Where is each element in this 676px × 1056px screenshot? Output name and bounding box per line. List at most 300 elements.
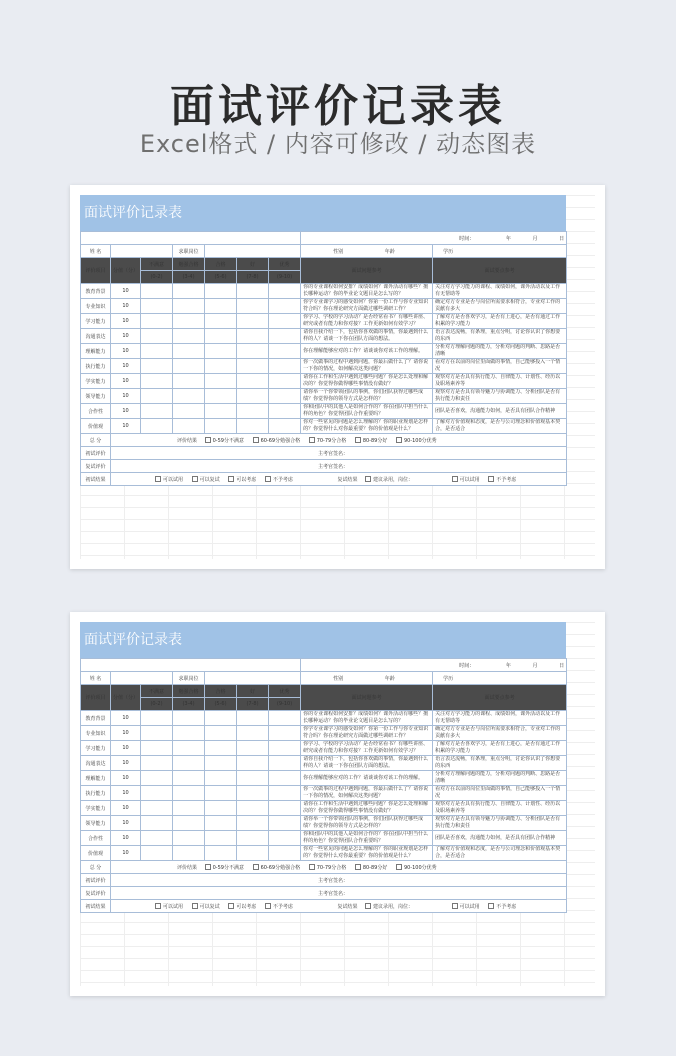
criteria-row xyxy=(81,299,567,314)
rating-cell[interactable] xyxy=(141,726,173,741)
rating-cell[interactable] xyxy=(237,329,269,344)
score-value: 10 xyxy=(111,756,141,771)
focus-text: 团队是否喜欢，沟通能力如何，是否具有团队合作精神 xyxy=(433,404,567,419)
item-label: 理解能力 xyxy=(81,771,111,786)
focus-text: 分析对方理解问题的能力，分析对问题的判断、思路是否清晰 xyxy=(433,344,567,359)
eval-option[interactable]: 60-69分勉强合格 xyxy=(253,865,301,871)
score-value: 10 xyxy=(111,284,141,299)
final-option[interactable]: 不予考虑 xyxy=(488,904,516,910)
age-label: 年龄 xyxy=(384,675,395,682)
month-label: 月 xyxy=(532,235,538,242)
checkbox-icon xyxy=(228,903,234,909)
checkbox-icon xyxy=(309,437,315,443)
question-text: 你在理解能够应对的工作？请谈谈你对该工作的理解。 xyxy=(301,344,433,359)
focus-header: 面试要点参考 xyxy=(433,258,567,284)
score-value: 10 xyxy=(111,771,141,786)
checkbox-icon xyxy=(488,903,494,909)
total-row xyxy=(81,861,567,874)
form-title: 面试评价记录表 xyxy=(80,195,566,231)
rating-cell[interactable] xyxy=(269,756,301,771)
focus-text: 了解对方价值观和态度，是否与公司理念和价值观基本契合，是否适合 xyxy=(433,846,567,861)
checkbox-icon xyxy=(205,437,211,443)
score-value: 10 xyxy=(111,801,141,816)
rating-cell[interactable] xyxy=(237,359,269,374)
rating-cell[interactable] xyxy=(173,389,205,404)
rating-cell[interactable] xyxy=(237,846,269,861)
checkbox-icon xyxy=(355,864,361,870)
question-text: 你对一些常见的问题是怎么理解的？你的职业规划是怎样的？你觉得什么对你最重要？你的价值观是什么？ xyxy=(301,846,433,861)
criteria-row xyxy=(81,741,567,756)
criteria-rows xyxy=(81,284,567,434)
rating-cell[interactable] xyxy=(269,771,301,786)
rating-cell[interactable] xyxy=(173,801,205,816)
eval-option[interactable]: 60-69分勉强合格 xyxy=(253,438,301,444)
rating-cell[interactable] xyxy=(173,344,205,359)
question-header: 面试问题参考 xyxy=(301,258,433,284)
item-label: 执行能力 xyxy=(81,786,111,801)
criteria-row xyxy=(81,389,567,404)
rating-cell[interactable] xyxy=(237,816,269,831)
focus-text: 观察对方是否具有执行能力、自律能力、计划性、经历以及职场素养等 xyxy=(433,374,567,389)
level-header: 优秀 xyxy=(269,258,301,271)
rating-cell[interactable] xyxy=(141,374,173,389)
checkbox-icon xyxy=(253,864,259,870)
first-eval-row xyxy=(81,874,567,887)
rating-cell[interactable] xyxy=(269,816,301,831)
item-header: 评价项目 xyxy=(81,685,111,711)
question-text: 你在理解能够应对的工作？请谈谈你对该工作的理解。 xyxy=(301,771,433,786)
rating-cell[interactable] xyxy=(205,816,237,831)
rating-cell[interactable] xyxy=(205,284,237,299)
eval-option[interactable]: 0-59分不满意 xyxy=(205,438,244,444)
rating-cell[interactable] xyxy=(173,771,205,786)
item-label: 合作性 xyxy=(81,831,111,846)
rating-cell[interactable] xyxy=(141,419,173,434)
rating-cell[interactable] xyxy=(141,741,173,756)
score-value: 10 xyxy=(111,299,141,314)
candidate-info-row xyxy=(81,245,567,258)
rating-cell[interactable] xyxy=(205,404,237,419)
rating-cell[interactable] xyxy=(205,711,237,726)
focus-text: 确定对方专业是否与岗位所需要求相符合，专业对工作的贡献有多大 xyxy=(433,726,567,741)
question-text: 你的专业课程如何安排？成绩如何？课外活动有哪些？擅长哪种运动？你的毕业论文题目是怎么写的？ xyxy=(301,711,433,726)
rating-cell[interactable] xyxy=(237,741,269,756)
checkbox-icon xyxy=(452,903,458,909)
level-range: (5-6) xyxy=(205,271,237,284)
level-header: 合格 xyxy=(205,685,237,698)
rating-cell[interactable] xyxy=(205,846,237,861)
rating-cell[interactable] xyxy=(141,846,173,861)
age-label: 年龄 xyxy=(384,248,395,255)
name-field[interactable] xyxy=(111,245,173,258)
focus-text: 语言表达流畅，有条理，重点分明，讨论你认识了你想要的东西 xyxy=(433,329,567,344)
time-label: 时间： xyxy=(459,235,475,242)
rating-cell[interactable] xyxy=(269,846,301,861)
item-label: 合作性 xyxy=(81,404,111,419)
rating-cell[interactable] xyxy=(237,756,269,771)
rating-cell[interactable] xyxy=(237,419,269,434)
focus-text: 语言表达流畅，有条理，重点分明，讨论你认识了你想要的东西 xyxy=(433,756,567,771)
rating-cell[interactable] xyxy=(173,711,205,726)
header-row xyxy=(81,685,567,698)
name-field[interactable] xyxy=(111,672,173,685)
question-header: 面试问题参考 xyxy=(301,685,433,711)
rating-cell[interactable] xyxy=(205,374,237,389)
rating-cell[interactable] xyxy=(205,329,237,344)
checkbox-icon xyxy=(265,903,271,909)
rating-cell[interactable] xyxy=(173,359,205,374)
question-text: 你学习、学校的学习活动？是否经常看书？有哪些讲座、研究或者有能力和你对接？工作更新如何有效学习？ xyxy=(301,741,433,756)
rating-cell[interactable] xyxy=(205,741,237,756)
suggest-option[interactable]: 建议录用，岗位： xyxy=(365,477,413,483)
rating-cell[interactable] xyxy=(237,831,269,846)
rating-cell[interactable] xyxy=(173,756,205,771)
eval-option[interactable]: 70-79分合格 xyxy=(309,438,347,444)
focus-text: 了解对方是否喜欢学习，是否有上进心，是否有通过工作积累的学习能力 xyxy=(433,314,567,329)
rating-cell[interactable] xyxy=(141,831,173,846)
question-text: 你对一些常见的问题是怎么理解的？你的职业规划是怎样的？你觉得什么对你最重要？你的价值观是什么？ xyxy=(301,419,433,434)
rating-cell[interactable] xyxy=(237,404,269,419)
rating-cell[interactable] xyxy=(141,771,173,786)
suggest-option[interactable]: 建议录用，岗位： xyxy=(365,904,413,910)
eval-option[interactable]: 70-79分合格 xyxy=(309,865,347,871)
form-table xyxy=(80,658,567,913)
level-range: (7-8) xyxy=(237,271,269,284)
checkbox-icon xyxy=(396,864,402,870)
rating-cell[interactable] xyxy=(173,329,205,344)
rating-cell[interactable] xyxy=(173,816,205,831)
criteria-row xyxy=(81,786,567,801)
score-value: 10 xyxy=(111,344,141,359)
rating-cell[interactable] xyxy=(269,711,301,726)
item-label: 专业知识 xyxy=(81,299,111,314)
checkbox-icon xyxy=(365,476,371,482)
item-header: 评价项目 xyxy=(81,258,111,284)
total-row xyxy=(81,434,567,447)
spreadsheet-preview-1 xyxy=(70,185,605,569)
eval-option[interactable]: 90-100分优秀 xyxy=(396,438,437,444)
criteria-rows xyxy=(81,711,567,861)
focus-text: 看对方在以前的岗位里面做的事情，自己能够投入一个情况 xyxy=(433,359,567,374)
checkbox-icon xyxy=(228,476,234,482)
question-text: 你学专业课学习的感受如何？你第一份工作与你专业知识符合吗？你在理论研究方面做过哪些调研工作？ xyxy=(301,299,433,314)
level-range: (3-4) xyxy=(173,698,205,711)
level-range: (5-6) xyxy=(205,698,237,711)
item-label: 沟通表达 xyxy=(81,329,111,344)
focus-text: 了解对方是否喜欢学习，是否有上进心，是否有通过工作积累的学习能力 xyxy=(433,741,567,756)
eval-option[interactable]: 80-89分好 xyxy=(355,438,388,444)
rating-cell[interactable] xyxy=(237,374,269,389)
level-range: (0-2) xyxy=(141,698,173,711)
signature-label: 主考官签名： xyxy=(318,450,349,457)
rating-cell[interactable] xyxy=(269,404,301,419)
item-label: 执行能力 xyxy=(81,359,111,374)
rating-cell[interactable] xyxy=(205,831,237,846)
rating-cell[interactable] xyxy=(269,344,301,359)
rating-cell[interactable] xyxy=(141,786,173,801)
question-text: 你和团队中的其他人是如何合作的？你在团队中担当什么样的角色？你觉得团队合作重要吗？ xyxy=(301,404,433,419)
criteria-row xyxy=(81,344,567,359)
level-header: 好 xyxy=(237,258,269,271)
rating-cell[interactable] xyxy=(141,344,173,359)
rating-cell[interactable] xyxy=(237,711,269,726)
spreadsheet-preview-2 xyxy=(70,612,605,996)
item-label: 学实能力 xyxy=(81,374,111,389)
question-text: 你学习、学校的学习活动？是否经常看书？有哪些讲座、研究或者有能力和你对接？工作更新如何有效学习？ xyxy=(301,314,433,329)
second-eval-row xyxy=(81,460,567,473)
rating-cell[interactable] xyxy=(205,771,237,786)
rating-cell[interactable] xyxy=(205,786,237,801)
item-label: 教育背景 xyxy=(81,711,111,726)
final-result-row xyxy=(81,900,567,913)
score-value: 10 xyxy=(111,831,141,846)
level-range: (0-2) xyxy=(141,271,173,284)
level-header: 不满意 xyxy=(141,258,173,271)
score-header: 分值（分） xyxy=(111,258,141,284)
rating-cell[interactable] xyxy=(205,389,237,404)
focus-text: 确定对方专业是否与岗位所需要求相符合，专业对工作的贡献有多大 xyxy=(433,299,567,314)
criteria-row xyxy=(81,756,567,771)
evaluation-form xyxy=(80,195,566,486)
rating-cell[interactable] xyxy=(205,314,237,329)
rating-cell[interactable] xyxy=(141,404,173,419)
rating-cell[interactable] xyxy=(173,786,205,801)
score-value: 10 xyxy=(111,711,141,726)
rating-cell[interactable] xyxy=(237,726,269,741)
final-option[interactable]: 不予考虑 xyxy=(488,477,516,483)
score-value: 10 xyxy=(111,389,141,404)
time-row xyxy=(81,659,567,672)
rating-cell[interactable] xyxy=(237,299,269,314)
spreadsheet-grid xyxy=(80,195,595,559)
eval-option[interactable]: 90-100分优秀 xyxy=(396,865,437,871)
focus-text: 关注对方学习能力的课程、成绩如何，课外活动以及工作有无帮助等 xyxy=(433,711,567,726)
question-text: 请你自我介绍一下，包括你喜欢做的事情，你最遇到什么样的人？请谈一下你在团队方面的想法。 xyxy=(301,329,433,344)
first-result-option[interactable]: 可以试用 xyxy=(155,904,183,910)
checkbox-icon xyxy=(309,864,315,870)
question-text: 请你举一个你带领团队的事例，你们团队获得过哪些成绩？你觉得你的领导方式是怎样的？ xyxy=(301,816,433,831)
score-value: 10 xyxy=(111,816,141,831)
rating-cell[interactable] xyxy=(269,299,301,314)
question-text: 你和团队中的其他人是如何合作的？你在团队中担当什么样的角色？你觉得团队合作重要吗？ xyxy=(301,831,433,846)
rating-cell[interactable] xyxy=(269,374,301,389)
rating-cell[interactable] xyxy=(173,314,205,329)
score-value: 10 xyxy=(111,846,141,861)
item-label: 专业知识 xyxy=(81,726,111,741)
rating-cell[interactable] xyxy=(173,726,205,741)
rating-cell[interactable] xyxy=(173,284,205,299)
question-text: 请你举一个你带领团队的事例，你们团队获得过哪些成绩？你觉得你的领导方式是怎样的？ xyxy=(301,389,433,404)
rating-cell[interactable] xyxy=(141,359,173,374)
first-result-option[interactable]: 可以试用 xyxy=(155,477,183,483)
rating-cell[interactable] xyxy=(205,359,237,374)
candidate-info-row xyxy=(81,672,567,685)
item-label: 理解能力 xyxy=(81,344,111,359)
rating-cell[interactable] xyxy=(205,419,237,434)
position-field[interactable] xyxy=(205,672,301,685)
position-label: 求职岗位 xyxy=(173,245,205,258)
level-header: 勉强合格 xyxy=(173,685,205,698)
rating-cell[interactable] xyxy=(173,404,205,419)
rating-cell[interactable] xyxy=(173,299,205,314)
form-title: 面试评价记录表 xyxy=(80,622,566,658)
question-text: 请你自我介绍一下，包括你喜欢做的事情，你最遇到什么样的人？请谈一下你在团队方面的想法。 xyxy=(301,756,433,771)
rating-cell[interactable] xyxy=(141,711,173,726)
first-result-option[interactable]: 可以复试 xyxy=(192,904,220,910)
rating-cell[interactable] xyxy=(269,389,301,404)
rating-cell[interactable] xyxy=(173,741,205,756)
rating-cell[interactable] xyxy=(141,284,173,299)
rating-cell[interactable] xyxy=(173,419,205,434)
checkbox-icon xyxy=(365,903,371,909)
rating-cell[interactable] xyxy=(141,329,173,344)
total-label: 总 分 xyxy=(81,434,111,447)
rating-cell[interactable] xyxy=(205,801,237,816)
first-result-option[interactable]: 不予考虑 xyxy=(265,477,293,483)
rating-cell[interactable] xyxy=(205,299,237,314)
rating-cell[interactable] xyxy=(141,816,173,831)
education-label: 学历 xyxy=(443,675,454,682)
question-text: 你一次做事的过程中遇到问题，你最后做什么了？请你说一下你的情况，如何解决这类问题？ xyxy=(301,359,433,374)
rating-cell[interactable] xyxy=(141,756,173,771)
final-option[interactable]: 可以试用 xyxy=(452,904,480,910)
level-range: (7-8) xyxy=(237,698,269,711)
criteria-row xyxy=(81,284,567,299)
focus-text: 观察对方是否具有执行能力、自律能力、计划性、经历以及职场素养等 xyxy=(433,801,567,816)
criteria-row xyxy=(81,816,567,831)
retest-label: 复试结果 xyxy=(337,903,358,910)
time-label: 时间： xyxy=(459,662,475,669)
first-result-option[interactable]: 可以考虑 xyxy=(228,477,256,483)
criteria-row xyxy=(81,771,567,786)
spreadsheet-grid xyxy=(80,622,595,986)
first-result-option[interactable]: 不予考虑 xyxy=(265,904,293,910)
education-label: 学历 xyxy=(443,248,454,255)
form-table xyxy=(80,231,567,486)
signature-label: 主考官签名： xyxy=(318,877,349,884)
rating-cell[interactable] xyxy=(237,314,269,329)
first-result-option[interactable]: 可以复试 xyxy=(192,477,220,483)
first-eval-label: 初试评价 xyxy=(81,447,111,460)
checkbox-icon xyxy=(396,437,402,443)
total-label: 总 分 xyxy=(81,861,111,874)
criteria-row xyxy=(81,801,567,816)
question-text: 你的专业课程如何安排？成绩如何？课外活动有哪些？擅长哪种运动？你的毕业论文题目是怎么写的？ xyxy=(301,284,433,299)
eval-option[interactable]: 80-89分好 xyxy=(355,865,388,871)
final-option[interactable]: 可以试用 xyxy=(452,477,480,483)
question-text: 你学专业课学习的感受如何？你第一份工作与你专业知识符合吗？你在理论研究方面做过哪些调研工作？ xyxy=(301,726,433,741)
focus-text: 观察对方是否具有领导魅力与协调能力、分析团队是否有执行能力和责任 xyxy=(433,389,567,404)
item-label: 沟通表达 xyxy=(81,756,111,771)
name-label: 姓 名 xyxy=(81,245,111,258)
eval-option[interactable]: 0-59分不满意 xyxy=(205,865,244,871)
criteria-row xyxy=(81,419,567,434)
first-eval-label: 初试评价 xyxy=(81,874,111,887)
criteria-row xyxy=(81,831,567,846)
rating-cell[interactable] xyxy=(205,726,237,741)
score-value: 10 xyxy=(111,741,141,756)
page-subtitle: Excel格式 / 内容可修改 / 动态图表 xyxy=(139,130,537,158)
rating-cell[interactable] xyxy=(237,771,269,786)
rating-cell[interactable] xyxy=(269,329,301,344)
page-title: 面试评价记录表 xyxy=(170,81,506,132)
signature-label: 主考官签名： xyxy=(318,890,349,897)
rating-cell[interactable] xyxy=(237,389,269,404)
checkbox-icon xyxy=(452,476,458,482)
checkbox-icon xyxy=(192,476,198,482)
rating-cell[interactable] xyxy=(173,831,205,846)
first-result-option[interactable]: 可以考虑 xyxy=(228,904,256,910)
criteria-row xyxy=(81,329,567,344)
rating-cell[interactable] xyxy=(269,786,301,801)
score-value: 10 xyxy=(111,314,141,329)
eval-result-label: 评价结果 xyxy=(177,864,198,871)
rating-cell[interactable] xyxy=(269,359,301,374)
rating-cell[interactable] xyxy=(237,801,269,816)
retest-label: 复试结果 xyxy=(337,476,358,483)
criteria-row xyxy=(81,374,567,389)
item-label: 学实能力 xyxy=(81,801,111,816)
rating-cell[interactable] xyxy=(141,314,173,329)
rating-cell[interactable] xyxy=(205,756,237,771)
rating-cell[interactable] xyxy=(269,741,301,756)
focus-text: 看对方在以前的岗位里面做的事情，自己能够投入一个情况 xyxy=(433,786,567,801)
rating-cell[interactable] xyxy=(269,726,301,741)
position-field[interactable] xyxy=(205,245,301,258)
rating-cell[interactable] xyxy=(237,344,269,359)
rating-cell[interactable] xyxy=(141,801,173,816)
rating-cell[interactable] xyxy=(269,801,301,816)
score-value: 10 xyxy=(111,329,141,344)
question-text: 你一次做事的过程中遇到问题，你最后做什么了？请你说一下你的情况，如何解决这类问题？ xyxy=(301,786,433,801)
focus-text: 团队是否喜欢，沟通能力如何，是否具有团队合作精神 xyxy=(433,831,567,846)
checkbox-icon xyxy=(488,476,494,482)
first-eval-row xyxy=(81,447,567,460)
criteria-row xyxy=(81,711,567,726)
rating-cell[interactable] xyxy=(269,831,301,846)
rating-cell[interactable] xyxy=(141,299,173,314)
score-value: 10 xyxy=(111,726,141,741)
name-label: 姓 名 xyxy=(81,672,111,685)
checkbox-icon xyxy=(155,476,161,482)
checkbox-icon xyxy=(265,476,271,482)
item-label: 价值观 xyxy=(81,419,111,434)
level-range: (9-10) xyxy=(269,698,301,711)
rating-cell[interactable] xyxy=(237,786,269,801)
final-label: 初试结果 xyxy=(81,473,111,486)
rating-cell[interactable] xyxy=(269,419,301,434)
level-header: 好 xyxy=(237,685,269,698)
rating-cell[interactable] xyxy=(269,314,301,329)
checkbox-icon xyxy=(253,437,259,443)
evaluation-form xyxy=(80,622,566,913)
rating-cell[interactable] xyxy=(173,846,205,861)
rating-cell[interactable] xyxy=(205,344,237,359)
criteria-row xyxy=(81,846,567,861)
rating-cell[interactable] xyxy=(173,374,205,389)
level-range: (9-10) xyxy=(269,271,301,284)
rating-cell[interactable] xyxy=(269,284,301,299)
rating-cell[interactable] xyxy=(237,284,269,299)
checkbox-icon xyxy=(155,903,161,909)
focus-header: 面试要点参考 xyxy=(433,685,567,711)
criteria-row xyxy=(81,726,567,741)
rating-cell[interactable] xyxy=(141,389,173,404)
year-label: 年 xyxy=(505,662,511,669)
level-header: 优秀 xyxy=(269,685,301,698)
checkbox-icon xyxy=(355,437,361,443)
item-label: 学习能力 xyxy=(81,314,111,329)
